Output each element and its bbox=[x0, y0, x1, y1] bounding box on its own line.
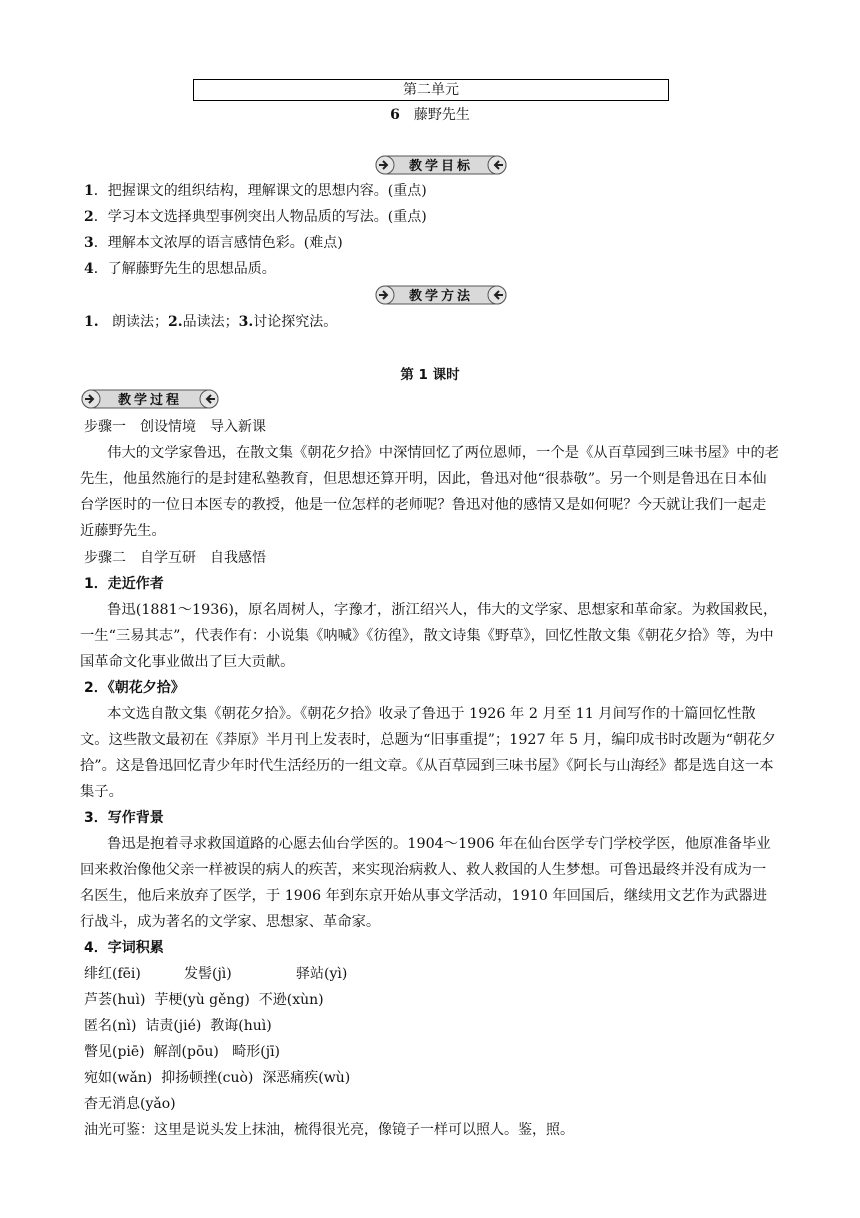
step-1-heading: 步骤一 创设情境 导入新课 bbox=[84, 419, 266, 435]
vocab-item: 不逊(xùn) bbox=[258, 992, 324, 1008]
intro-paragraph: 伟大的文学家鲁迅，在散文集《朝花夕拾》中深情回忆了两位恩师，一个是《从百草园到三味书屋》中的老先生，他虽然施行的是封建私塾教育，但思想还算开明，因此，鲁迅对他“很恭敬”。另一个则是鲁迅在日本仙台学医时的一位日本医专的教授，他是一位怎样的老师呢？鲁迅对他的感情又是如何呢？今天就让我们一起走近藤野先生。 bbox=[80, 445, 780, 539]
section-1-text: 鲁迅(1881～1936)，原名周树人，字豫才，浙江绍兴人，伟大的文学家、思想家和革命家。为救国救民，一生“三易其志”，代表作有：小说集《呐喊》《彷徨》，散文诗集《野草》，回忆性散文集《朝花夕拾》等，为中国革命文化事业做出了巨大贡献。 bbox=[80, 602, 778, 670]
section-3-heading: 3．写作背景 bbox=[84, 810, 164, 826]
goals-list bbox=[84, 178, 427, 282]
banner-process bbox=[80, 388, 214, 410]
vocab-item: 绯红(fēi) bbox=[84, 966, 141, 982]
vocab-item: 驿站(yì) bbox=[296, 966, 348, 982]
definition-line: 油光可鉴：这里是说头发上抹油，梳得很光亮，像镜子一样可以照人。鉴，照。 bbox=[84, 1122, 574, 1138]
vocab-row bbox=[84, 1065, 574, 1091]
goal-item: 4．了解藤野先生的思想品质。 bbox=[84, 261, 276, 277]
vocab-item: 匿名(nì) bbox=[84, 1018, 137, 1034]
goal-item: 1．把握课文的组织结构，理解课文的思想内容。(重点) bbox=[84, 183, 427, 199]
vocab-item: 发髻(jì) bbox=[184, 966, 232, 982]
banner-goals-graphic bbox=[374, 154, 508, 176]
vocab-item: 教诲(huì) bbox=[210, 1018, 272, 1034]
vocab-item: 芦荟(huì) bbox=[84, 992, 146, 1008]
vocab-row bbox=[84, 961, 574, 987]
section-1-heading: 1．走近作者 bbox=[84, 576, 164, 592]
vocab-item: 宛如(wǎn) bbox=[84, 1070, 153, 1086]
section-2-heading: 2．《朝花夕拾》 bbox=[84, 680, 185, 696]
vocab-row bbox=[84, 987, 574, 1013]
banner-methods-graphic bbox=[374, 284, 508, 306]
goal-item: 3．理解本文浓厚的语言感情色彩。(难点) bbox=[84, 235, 343, 251]
vocab-item: 诘责(jié) bbox=[145, 1018, 202, 1034]
section-2-text: 本文选自散文集《朝花夕拾》。《朝花夕拾》收录了鲁迅于 1926 年 2 月至 11 月间写作的十篇回忆性散文。这些散文最初在《莽原》半月刊上发表时，总题为“旧事重提”；1927 年 5 月，编印成书时改题为“朝花夕拾”。这是鲁迅回忆青少年时代生活经历的一组文章。《从百草园到三味书屋》《阿长与山海经》都是选自这一本集子。 bbox=[80, 706, 776, 800]
vocab-item: 畸形(jī) bbox=[232, 1044, 281, 1060]
goal-item: 2．学习本文选择典型事例突出人物品质的写法。(重点) bbox=[84, 209, 427, 225]
unit-header: 第二单元 bbox=[193, 79, 669, 101]
lesson-number: 6 bbox=[390, 107, 400, 123]
vocab-row bbox=[84, 1013, 574, 1039]
vocab-item: 瞥见(piē) bbox=[84, 1044, 145, 1060]
vocab-item: 解剖(pōu) bbox=[153, 1044, 219, 1060]
period-title: 第 1 课时 bbox=[400, 367, 460, 383]
vocab-row bbox=[84, 1091, 574, 1117]
vocab-item: 杳无消息(yǎo) bbox=[84, 1096, 176, 1112]
vocab-item: 深恶痛疾(wù) bbox=[262, 1070, 351, 1086]
methods-line: 1. 朗读法；2.品读法；3.讨论探究法。 bbox=[84, 314, 338, 330]
vocab-item: 抑扬顿挫(cuò) bbox=[161, 1070, 254, 1086]
section-3-text: 鲁迅是抱着寻求救国道路的心愿去仙台学医的。1904～1906 年在仙台医学专门学校学医，他原准备毕业回来救治像他父亲一样被误的病人的疾苦，来实现治病救人、救人救国的人生梦想。可鲁迅最终并没有成为一名医生，他后来放弃了医学，于 1906 年到东京开始从事文学活动，1910 年回国后，继续用文艺作为武器进行战斗，成为著名的文学家、思想家、革命家。 bbox=[80, 836, 771, 930]
banner-process-label: 教学过程 bbox=[117, 393, 183, 408]
vocab-list bbox=[84, 961, 574, 1143]
vocab-row bbox=[84, 1039, 574, 1065]
lesson-title bbox=[0, 104, 860, 124]
banner-goals-label: 教学目标 bbox=[408, 159, 474, 174]
vocab-item: 芋梗(yù gěng) bbox=[154, 992, 250, 1008]
banner-methods-label: 教学方法 bbox=[408, 289, 474, 304]
banner-process-graphic bbox=[80, 388, 220, 410]
banner-methods bbox=[374, 284, 508, 306]
step-2-heading: 步骤二 自学互研 自我感悟 bbox=[84, 550, 266, 566]
section-4-heading: 4．字词积累 bbox=[84, 940, 164, 956]
lesson-name: 藤野先生 bbox=[413, 107, 470, 123]
banner-goals bbox=[374, 154, 508, 176]
